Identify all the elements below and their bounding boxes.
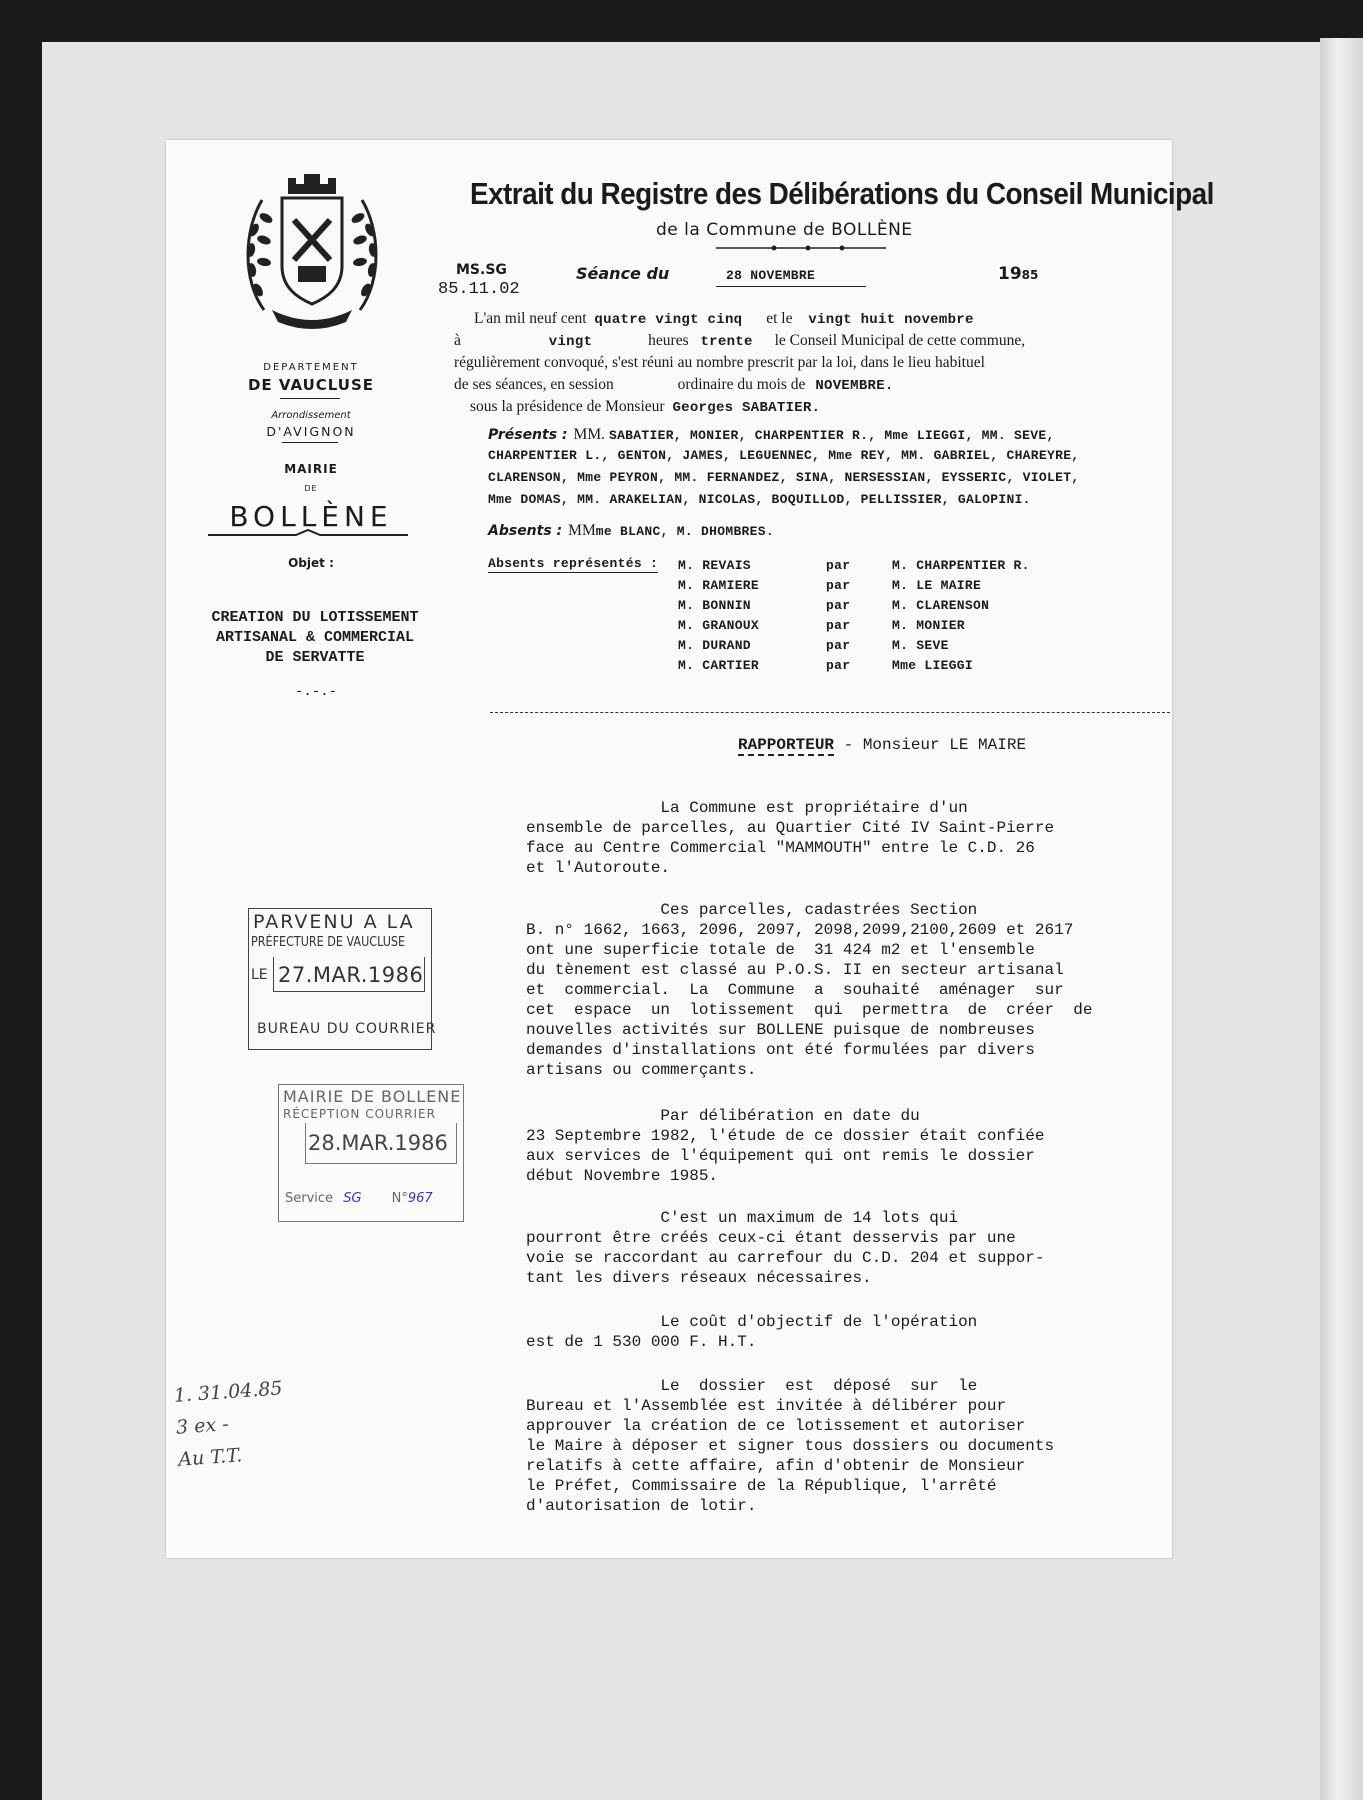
mairie-de: DE <box>304 484 318 493</box>
year-suffix: 85 <box>1021 268 1039 282</box>
intro-text: à <box>454 332 461 349</box>
represented-par: par <box>826 638 851 653</box>
represented-absent: M. CARTIER <box>678 658 760 673</box>
page-subtitle: de la Commune de BOLLÈNE <box>656 220 913 240</box>
objet-line: ARTISANAL & COMMERCIAL <box>215 629 415 646</box>
represented-absent: M. RAMIERE <box>678 578 760 593</box>
town-name: BOLLÈNE <box>229 500 393 533</box>
represented-par: par <box>826 618 851 633</box>
paragraph: Par délibération en date du 23 Septembre 1982, l'étude de ce dossier était confiée aux services de l'équipement qui ont remis le dossier début Novembre 1985. <box>526 1107 1045 1185</box>
represented-absent: M. DURAND <box>678 638 751 653</box>
intro-typed: Georges SABATIER. <box>672 400 821 416</box>
intro-typed: vingt <box>548 334 593 350</box>
mairie-label: MAIRIE <box>284 462 338 476</box>
reference-line-2: 85.11.02 <box>438 280 520 299</box>
represented-par: par <box>826 578 851 593</box>
stamp-service <box>285 1191 433 1206</box>
intro-text: le Conseil Municipal de cette commune, <box>774 332 1026 349</box>
year-prefix: 19 <box>998 264 1022 284</box>
number-value: 967 <box>407 1191 433 1206</box>
objet-line: CREATION DU LOTISSEMENT <box>211 609 419 626</box>
seance-label: Séance du <box>576 264 670 283</box>
intro-text: L'an mil neuf cent <box>474 310 587 327</box>
represented-par: par <box>826 558 851 573</box>
departement-name: DE VAUCLUSE <box>247 376 375 394</box>
intro-typed: vingt huit novembre <box>808 312 974 328</box>
stamp-line: RÉCEPTION COURRIER <box>283 1107 436 1121</box>
stamp-date-box <box>273 957 425 992</box>
paragraph: Le dossier est déposé sur le Bureau et l'Assemblée est invitée à délibérer pour approuver la création de ce lotissement et autoriser le Maire à déposer et signer tous dossiers ou documents relatifs à cette affaire, afin d'obtenir de Monsieur le Préfet, Commissaire de la République, l'arrêté d'autorisation de lotir. <box>526 1377 1055 1515</box>
note-line: 1. 31.04.85 <box>173 1377 284 1407</box>
presents-label: Présents : <box>488 427 568 443</box>
divider <box>282 442 338 443</box>
paragraph: Ces parcelles, cadastrées Section B. n° 1662, 1663, 2096, 2097, 2098,2099,2100,2609 et 2617 ont une superficie totale de 31 424 m2 et l'ensemble du tènement est classé au P.O.S. II en secteur artisanal et commercial. La Commune a souhaité aménager sur cet espace un lotissement qui permettra de créer de nouvelles activités sur BOLLENE puisque de nombreuses demandes d'installations ont été formulées par divers artisans ou commerçants. <box>526 901 1093 1079</box>
stamp-le: LE <box>251 967 268 983</box>
intro-line-4 <box>454 376 894 394</box>
represented-proxy: M. LE MAIRE <box>892 578 982 593</box>
separator <box>490 712 1170 713</box>
represented-absent: M. REVAIS <box>678 558 751 573</box>
seance-year <box>998 264 1038 284</box>
stamp-line: BUREAU DU COURRIER <box>257 1021 437 1037</box>
mairie-stamp <box>278 1084 464 1222</box>
prefecture-stamp <box>248 908 437 1050</box>
objet-text <box>170 608 460 668</box>
reference-line-1: MS.SG <box>456 262 507 278</box>
represented-label: Absents représentés : <box>488 556 659 571</box>
rapporteur-line <box>738 736 1026 754</box>
paragraph: Le coût d'objectif de l'opération est de 1 530 000 F. H.T. <box>526 1313 978 1351</box>
divider <box>280 398 340 399</box>
absents-names: me BLANC, M. DHOMBRES. <box>595 524 774 539</box>
presents-line-1 <box>488 426 1055 444</box>
stamp-line: MAIRIE DE BOLLENE <box>283 1087 462 1106</box>
rapporteur-name: - Monsieur LE MAIRE <box>834 736 1027 754</box>
intro-typed: NOVEMBRE. <box>815 378 894 394</box>
arrondissement-name: D'AVIGNON <box>266 424 356 439</box>
intro-line-5 <box>470 398 820 416</box>
represented-proxy: M. MONIER <box>892 618 965 633</box>
coat-of-arms-icon <box>242 170 382 330</box>
intro-typed: trente <box>700 334 753 350</box>
ornament-divider <box>208 528 408 542</box>
represented-absent: M. GRANOUX <box>678 618 760 633</box>
note-line: 3 ex - <box>175 1413 230 1439</box>
objet-end-mark: -.-.- <box>294 684 337 700</box>
intro-text: et le <box>766 310 793 327</box>
intro-text: ordinaire du mois de <box>677 376 806 393</box>
stamp-date-box <box>305 1123 457 1164</box>
service-label: Service <box>285 1191 334 1206</box>
intro-line-2 <box>454 332 1025 350</box>
intro-line-1 <box>474 310 974 328</box>
document-page <box>166 140 1214 1558</box>
intro-typed: quatre vingt cinq <box>594 312 743 328</box>
handwritten-note <box>173 1372 288 1475</box>
represented-par: par <box>826 598 851 613</box>
departement-label: DEPARTEMENT <box>263 362 359 373</box>
stamp-line: PARVENU A LA <box>253 911 415 933</box>
stamp-line: PRÉFECTURE DE VAUCLUSE <box>251 935 406 950</box>
service-value: SG <box>343 1191 362 1206</box>
presents-names: SABATIER, MONIER, CHARPENTIER R., Mme LIEGGI, MM. SEVE, <box>608 428 1055 443</box>
paragraph: La Commune est propriétaire d'un ensemble de parcelles, au Quartier Cité IV Saint-Pierre face au Centre Commercial "MAMMOUTH" entre le C.D. 26 et l'Autoroute. <box>526 799 1055 877</box>
absents-label: Absents : <box>488 523 563 539</box>
intro-text: de ses séances, en session <box>454 376 614 393</box>
arrondissement-label: Arrondissement <box>271 410 351 421</box>
intro-text: sous la présidence de Monsieur <box>470 398 665 415</box>
binder-edge <box>1320 38 1363 1800</box>
represented-absent: M. BONNIN <box>678 598 751 613</box>
presents-line-2: CHARPENTIER L., GENTON, JAMES, LEGUENNEC, Mme REY, MM. GABRIEL, CHAREYRE, <box>488 448 1080 463</box>
absents-line <box>488 522 774 540</box>
subtitle-rule <box>716 244 886 252</box>
objet-label: Objet : <box>288 556 334 570</box>
stamp-date: 28.MAR.1986 <box>308 1131 448 1155</box>
presents-line-4: Mme DOMAS, MM. ARAKELIAN, NICOLAS, BOQUILLOD, PELLISSIER, GALOPINI. <box>488 492 1031 507</box>
represented-proxy: Mme LIEGGI <box>892 658 974 673</box>
presents-mm: MM. <box>573 426 605 443</box>
represented-proxy: M. CHARPENTIER R. <box>892 558 1030 573</box>
intro-line-3: régulièrement convoqué, s'est réuni au nombre prescrit par la loi, dans le lieu habituel <box>454 354 985 371</box>
paragraph: C'est un maximum de 14 lots qui pourront être créés ceux-ci étant desservis par une voie se raccordant au carrefour du C.D. 204 et suppor- tant les divers réseaux nécessaires. <box>526 1209 1045 1287</box>
stamp-date: 27.MAR.1986 <box>278 963 424 987</box>
represented-proxy: M. SEVE <box>892 638 949 653</box>
seance-date: 28 NOVEMBRE <box>726 268 816 283</box>
represented-par: par <box>826 658 851 673</box>
intro-text: heures <box>648 332 689 349</box>
note-line: Au T.T. <box>177 1444 243 1471</box>
absents-mm: MM <box>568 522 596 539</box>
rapporteur-label: RAPPORTEUR <box>738 736 835 754</box>
number-label: N° <box>391 1191 408 1206</box>
represented-proxy: M. CLARENSON <box>892 598 990 613</box>
presents-line-3: CLARENSON, Mme PEYRON, MM. FERNANDEZ, SINA, NERSESSIAN, EYSSERIC, VIOLET, <box>488 470 1080 485</box>
page-title: Extrait du Registre des Délibérations du Conseil Municipal <box>470 176 1214 211</box>
objet-line: DE SERVATTE <box>265 649 365 666</box>
date-rule <box>716 286 866 287</box>
